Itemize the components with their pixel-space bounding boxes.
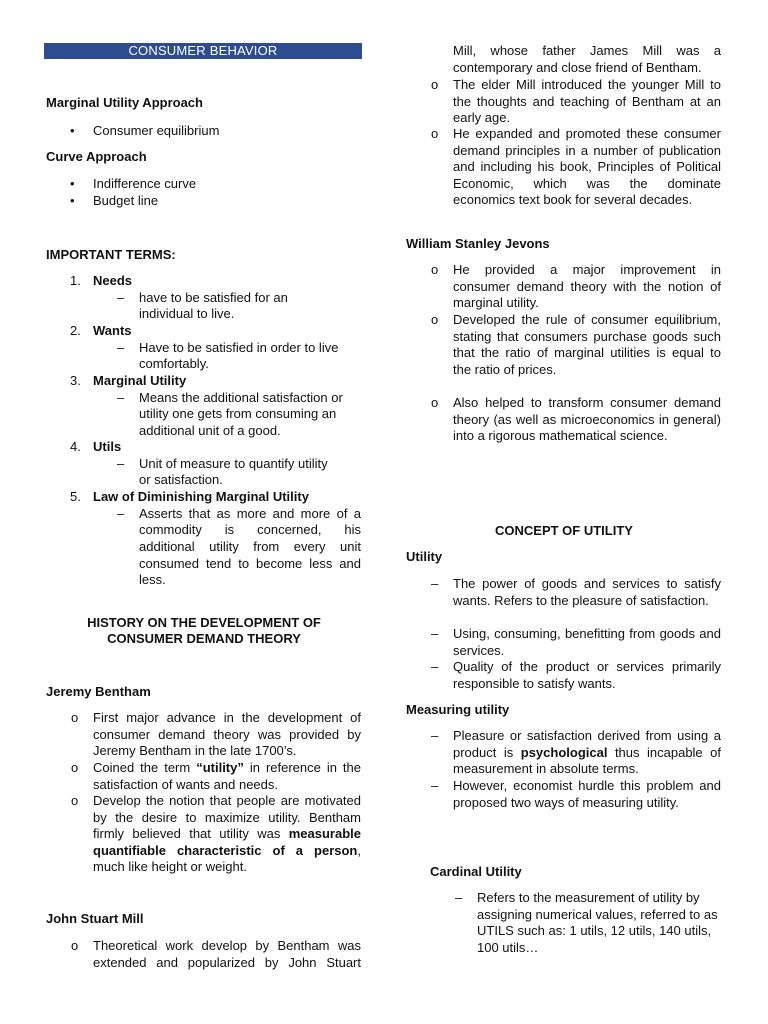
term-desc-line: individual to live. — [139, 306, 235, 321]
term-desc-line: or satisfaction. — [139, 472, 223, 487]
term-desc-line: commodity is concerned, his — [139, 522, 361, 537]
history-title-line1: HISTORY ON THE DEVELOPMENT OF — [87, 615, 321, 630]
bentham-point-1: First major advance in the development of consumer demand theory was provided by Jeremy Bentham in the late 1700’s. — [93, 710, 361, 759]
heading-jeremy-bentham: Jeremy Bentham — [46, 684, 151, 699]
dash-icon: – — [117, 390, 125, 405]
measuring-point-1: Pleasure or satisfaction derived from using a product is psychological thus incapable of measurement in absolute terms. — [453, 728, 722, 777]
circle-bullet-icon: o — [431, 312, 439, 327]
term-desc-line: less. — [139, 572, 166, 587]
mill-point-1-continued: Mill, whose father James Mill was a contemporary and close friend of Bentham. — [453, 43, 721, 75]
circle-bullet-icon: o — [71, 793, 79, 808]
dash-icon: – — [431, 728, 439, 743]
mill-point-2: The elder Mill introduced the younger Mill to the thoughts and teaching of Bentham at an early age. — [453, 77, 721, 126]
heading-cardinal-utility: Cardinal Utility — [430, 864, 522, 879]
bentham-point-2: Coined the term “utility” in reference in the satisfaction of wants and needs. — [93, 760, 361, 792]
term-title: Utils — [93, 439, 122, 454]
dash-icon: – — [431, 778, 439, 793]
term-title: Marginal Utility — [93, 373, 187, 388]
utility-point-1: The power of goods and services to satisfy wants. Refers to the pleasure of satisfaction. — [453, 576, 721, 608]
term-title: Wants — [93, 323, 132, 338]
heading-marginal-utility-approach: Marginal Utility Approach — [46, 95, 203, 110]
dash-icon: – — [431, 576, 439, 591]
dash-icon: – — [431, 659, 439, 674]
term-desc-line: consumed tend to become less and — [139, 556, 361, 571]
measuring-point-2: However, economist hurdle this problem and proposed two ways of measuring utility. — [453, 778, 721, 810]
term-desc-line: Unit of measure to quantify utility — [139, 456, 328, 471]
circle-bullet-icon: o — [71, 760, 79, 775]
bullet-icon: • — [70, 176, 75, 191]
term-number: 1. — [70, 273, 81, 288]
term-desc-line: Means the additional satisfaction or — [139, 390, 343, 405]
dash-icon: – — [117, 456, 125, 471]
term-desc-line: additional unit of a good. — [139, 423, 281, 438]
jevons-point-1: He provided a major improvement in consumer demand theory with the notion of marginal utility. — [453, 262, 721, 311]
circle-bullet-icon: o — [431, 395, 439, 410]
dash-icon: – — [117, 290, 125, 305]
mill-point-1: Theoretical work develop by Bentham was extended and popularized by John Stuart — [93, 938, 361, 970]
heading-william-stanley-jevons: William Stanley Jevons — [406, 236, 550, 251]
bentham-point-3: Develop the notion that people are motivated by the desire to maximize utility. Bentham firmly believed that utility was measurable quantifiable characteristic of a person, much like height or weight. — [93, 793, 361, 875]
jevons-point-3: Also helped to transform consumer demand theory (as well as microeconomics in general) into a rigorous mathematical science. — [453, 395, 721, 444]
heading-important-terms: IMPORTANT TERMS: — [46, 247, 176, 262]
term-title: Law of Diminishing Marginal Utility — [93, 489, 309, 504]
term-desc-line: utility one gets from consuming an — [139, 406, 337, 421]
dash-icon: – — [455, 890, 463, 905]
heading-john-stuart-mill: John Stuart Mill — [46, 911, 144, 926]
cardinal-point-1: Refers to the measurement of utility by assigning numerical values, referred to as UTILS such as: 1 utils, 12 utils, 140 utils, 100 utils… — [477, 890, 718, 955]
circle-bullet-icon: o — [431, 126, 439, 141]
list-item: Indifference curve — [93, 176, 197, 191]
list-item: Consumer equilibrium — [93, 123, 220, 138]
term-desc-line: have to be satisfied for an — [139, 290, 288, 305]
term-desc-line: Asserts that as more and more of a — [139, 506, 361, 521]
bullet-icon: • — [70, 123, 75, 138]
term-number: 3. — [70, 373, 81, 388]
term-number: 5. — [70, 489, 81, 504]
circle-bullet-icon: o — [71, 710, 79, 725]
heading-curve-approach: Curve Approach — [46, 149, 147, 164]
term-desc-line: Have to be satisfied in order to live — [139, 340, 339, 355]
term-desc-line: additional utility from every unit — [139, 539, 361, 554]
utility-point-2: Using, consuming, benefitting from goods and services. — [453, 626, 721, 658]
heading-utility: Utility — [406, 549, 443, 564]
jevons-point-2: Developed the rule of consumer equilibrium, stating that consumers purchase goods such that the ratio of marginal utilities is equal to the ratio of prices. — [453, 312, 721, 377]
dash-icon: – — [117, 506, 125, 521]
utility-point-3: Quality of the product or services primarily responsible to satisfy wants. — [453, 659, 721, 691]
heading-concept-of-utility: CONCEPT OF UTILITY — [495, 523, 633, 538]
circle-bullet-icon: o — [71, 938, 79, 953]
list-item: Budget line — [93, 193, 159, 208]
circle-bullet-icon: o — [431, 77, 439, 92]
bullet-icon: • — [70, 193, 75, 208]
term-number: 2. — [70, 323, 81, 338]
dash-icon: – — [117, 340, 125, 355]
term-title: Needs — [93, 273, 133, 288]
mill-point-3: He expanded and promoted these consumer demand principles in a number of publication and including his book, Principles of Political Economic, which was the dominate economics text book for several decades. — [453, 126, 721, 208]
heading-measuring-utility: Measuring utility — [406, 702, 510, 717]
circle-bullet-icon: o — [431, 262, 439, 277]
term-desc-line: comfortably. — [139, 356, 209, 371]
term-number: 4. — [70, 439, 81, 454]
title-banner: CONSUMER BEHAVIOR — [44, 43, 362, 59]
history-title-line2: CONSUMER DEMAND THEORY — [107, 631, 301, 646]
dash-icon: – — [431, 626, 439, 641]
